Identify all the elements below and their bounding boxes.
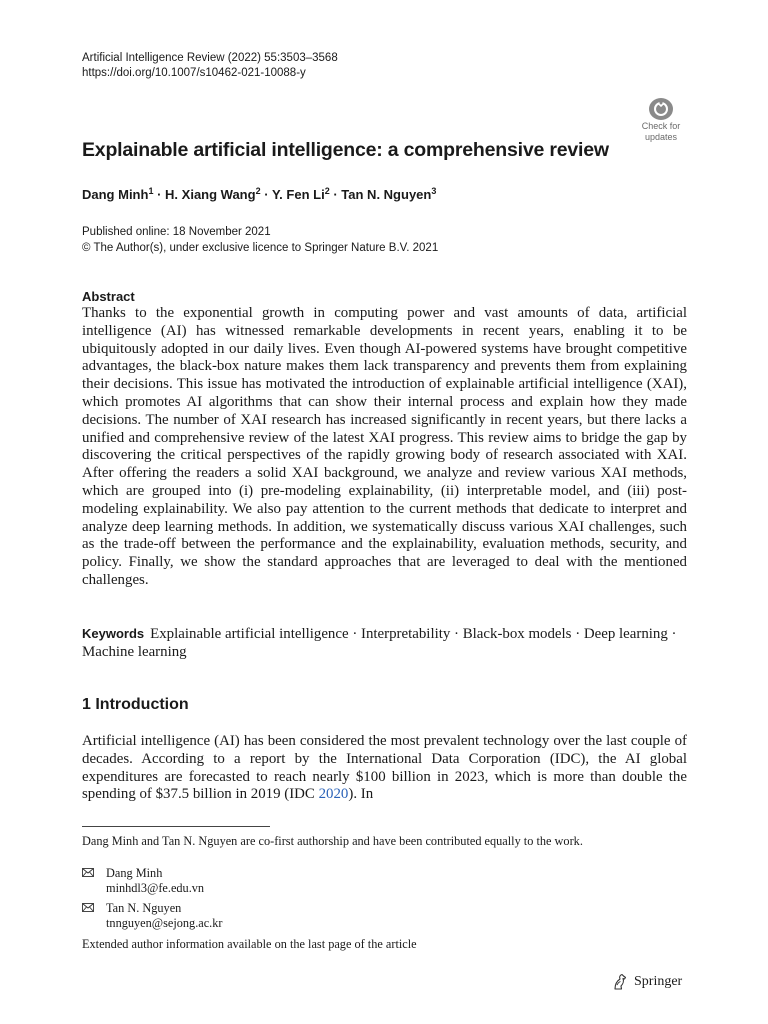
abstract-heading: Abstract — [82, 289, 135, 304]
contact-name: Tan N. Nguyen — [106, 901, 182, 915]
author-name[interactable]: Dang Minh — [82, 187, 149, 202]
author-affiliation: 1 — [148, 186, 154, 196]
introduction-text — [82, 733, 687, 804]
author-separator: · — [333, 187, 338, 202]
check-for-updates-icon — [649, 98, 673, 120]
contact-email[interactable]: minhdl3@fe.edu.vn — [106, 881, 205, 895]
author-name[interactable]: Y. Fen Li — [271, 187, 325, 202]
author-name[interactable]: H. Xiang Wang — [165, 187, 256, 202]
published-date: Published online: 18 November 2021 — [82, 226, 271, 238]
check-for-updates-badge[interactable] — [636, 98, 686, 142]
author-affiliation: 2 — [324, 186, 330, 196]
intro-text-part: Artificial intelligence (AI) has been considered the most prevalent technology over the last couple of decades. According to a report by the International Data Corporation (IDC), the AI global expenditures are forecasted to reach nearly $100 billion in 2023, which is more than double the spending of $37.5 billion in 2019 (IDC — [82, 733, 687, 803]
badge-label-2: updates — [644, 132, 678, 142]
author-affiliation: 3 — [431, 186, 437, 196]
contact-email[interactable]: tnnguyen@sejong.ac.kr — [106, 916, 223, 930]
author-separator: · — [264, 187, 269, 202]
author-separator: · — [157, 187, 162, 202]
envelope-icon — [82, 903, 94, 912]
footnote: Dang Minh and Tan N. Nguyen are co-first authorship and have been contributed equally to the work. — [82, 834, 583, 848]
envelope-icon — [82, 868, 94, 877]
springer-logo — [611, 973, 682, 991]
doi-link[interactable]: https://doi.org/10.1007/s10462-021-10088-y — [82, 67, 306, 79]
footnote-divider — [82, 826, 270, 827]
section-heading-introduction: 1 Introduction — [82, 696, 189, 713]
keywords-label: Keywords — [82, 626, 145, 641]
author-affiliation: 2 — [255, 186, 261, 196]
citation-link[interactable]: 2020 — [318, 786, 349, 803]
journal-citation: Artificial Intelligence Review (2022) 55:3503–3568 — [82, 52, 338, 64]
author-name[interactable]: Tan N. Nguyen — [341, 187, 432, 202]
abstract-text: Thanks to the exponential growth in computing power and vast amounts of data, artificial intelligence (AI) has witnessed remarkable developments in recent years, enabling it to be ubiquitously adopted in our daily lives. Even though AI-powered systems have brought competitive advantages, the black-box nature makes them lack transparency and prevents them from explaining their decisions. This issue has motivated the introduction of explainable artificial intelligence (XAI), which promotes AI algorithms that can show their internal process and explain how they made decisions. The number of XAI research has increased significantly in recent years, but there lacks a unified and comprehensive review of the latest XAI progress. This review aims to bridge the gap by discovering the critical perspectives of the rapidly growing body of research associated with XAI. After offering the readers a solid XAI background, we analyze and review various XAI methods, which are grouped into (i) pre-modeling explainability, (ii) interpretable model, and (iii) post-modeling explainability. We also pay attention to the current methods that dedicate to interpret and analyze deep learning methods. In addition, we systematically discuss various XAI challenges, such as the trade-off between the performance and the explainability, evaluation methods, security, and policy. Finally, we show the standard approaches that are leveraged to deal with the mentioned challenges. — [82, 305, 687, 588]
keywords — [82, 625, 687, 662]
copyright-notice: © The Author(s), under exclusive licence to Springer Nature B.V. 2021 — [82, 242, 439, 254]
springer-horse-icon — [611, 973, 629, 991]
badge-label-1: Check for — [641, 121, 681, 131]
extended-author-info: Extended author information available on the last page of the article — [82, 937, 417, 951]
keywords-text: Explainable artificial intelligence · Interpretability · Black-box models · Deep learning · Machine learning — [82, 626, 677, 660]
article-title: Explainable artificial intelligence: a comprehensive review — [82, 139, 609, 161]
author-list — [82, 186, 436, 202]
publication-info — [82, 224, 438, 256]
intro-text-part: ). In — [348, 786, 374, 803]
publisher-name: Springer — [634, 974, 683, 989]
contact-name: Dang Minh — [106, 866, 163, 880]
journal-header — [82, 51, 338, 81]
